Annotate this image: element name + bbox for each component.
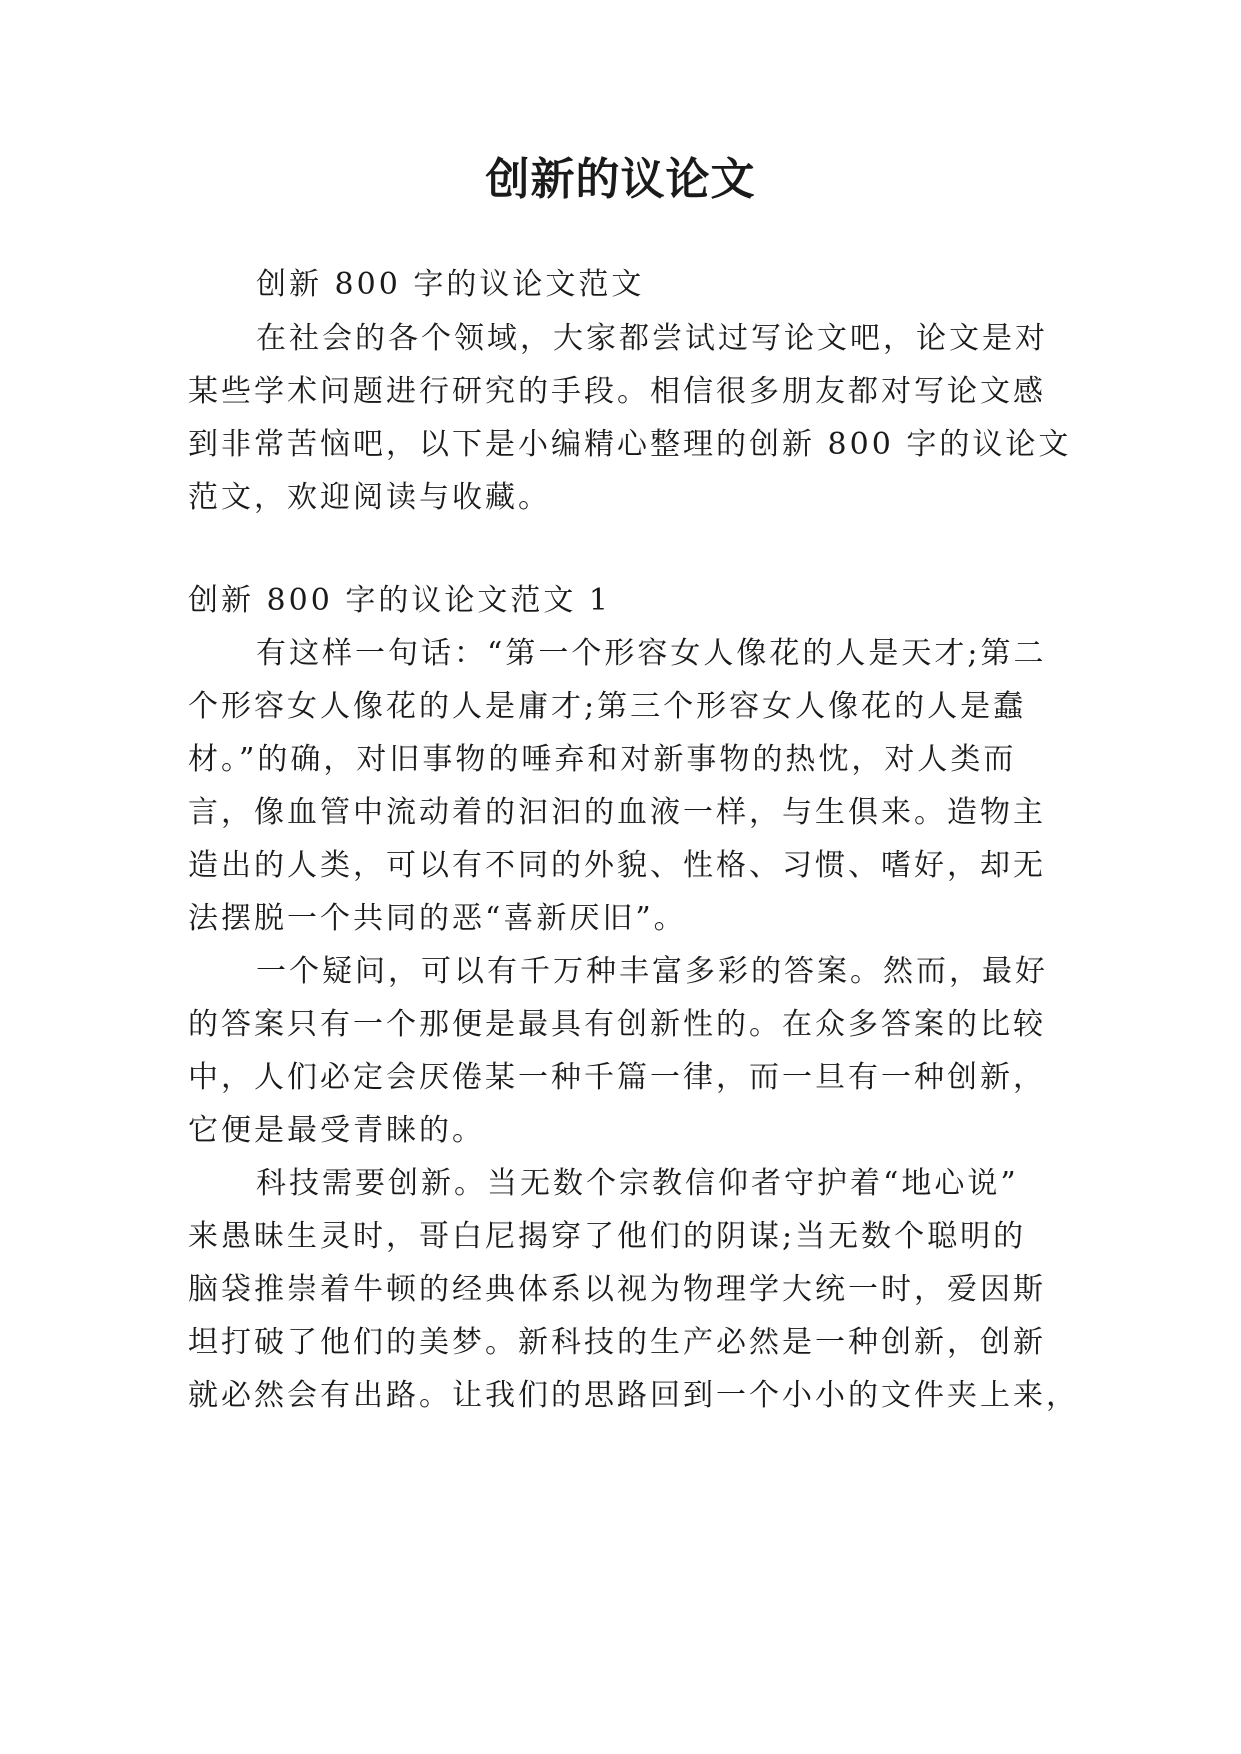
paragraph-3-line-4: 坦打破了他们的美梦。新科技的生产必然是一种创新，创新 bbox=[188, 1325, 1046, 1360]
paragraph-1-line-4: 言，像血管中流动着的汩汩的血液一样，与生俱来。造物主 bbox=[188, 795, 1046, 830]
section-heading: 创新 800 字的议论文范文 1 bbox=[188, 583, 611, 618]
document-title: 创新的议论文 bbox=[485, 154, 756, 205]
paragraph-1-line-3: 材。”的确，对旧事物的唾弃和对新事物的热忱，对人类而 bbox=[188, 742, 1017, 777]
paragraph-1-line-2: 个形容女人像花的人是庸才;第三个形容女人像花的人是蠢 bbox=[188, 689, 1027, 724]
paragraph-1-line-6: 法摆脱一个共同的恶“喜新厌旧”。 bbox=[188, 901, 687, 936]
paragraph-3-line-3: 脑袋推崇着牛顿的经典体系以视为物理学大统一时，爱因斯 bbox=[188, 1272, 1046, 1307]
paragraph-1-line-1: 有这样一句话：“第一个形容女人像花的人是天才;第二 bbox=[256, 636, 1047, 671]
paragraph-2-line-1: 一个疑问，可以有千万种丰富多彩的答案。然而，最好 bbox=[256, 954, 1048, 989]
paragraph-2-line-3: 中，人们必定会厌倦某一种千篇一律，而一旦有一种创新， bbox=[188, 1060, 1046, 1095]
paragraph-3-line-1: 科技需要创新。当无数个宗教信仰者守护着“地心说” bbox=[256, 1166, 1019, 1201]
paragraph-3-line-2: 来愚昧生灵时，哥白尼揭穿了他们的阴谋;当无数个聪明的 bbox=[188, 1219, 1027, 1254]
paragraph-2-line-2: 的答案只有一个那便是最具有创新性的。在众多答案的比较 bbox=[188, 1007, 1046, 1042]
paragraph-3-line-5: 就必然会有出路。让我们的思路回到一个小小的文件夹上来， bbox=[188, 1378, 1079, 1413]
intro-line-1: 在社会的各个领域，大家都尝试过写论文吧，论文是对 bbox=[256, 321, 1048, 356]
intro-line-4: 范文，欢迎阅读与收藏。 bbox=[188, 480, 551, 515]
intro-line-2: 某些学术问题进行研究的手段。相信很多朋友都对写论文感 bbox=[188, 374, 1046, 409]
subtitle-line: 创新 800 字的议论文范文 bbox=[256, 267, 645, 302]
paragraph-1-line-5: 造出的人类，可以有不同的外貌、性格、习惯、嗜好，却无 bbox=[188, 848, 1046, 883]
paragraph-2-line-4: 它便是最受青睐的。 bbox=[188, 1113, 485, 1148]
intro-line-3: 到非常苦恼吧，以下是小编精心整理的创新 800 字的议论文 bbox=[188, 427, 1072, 462]
